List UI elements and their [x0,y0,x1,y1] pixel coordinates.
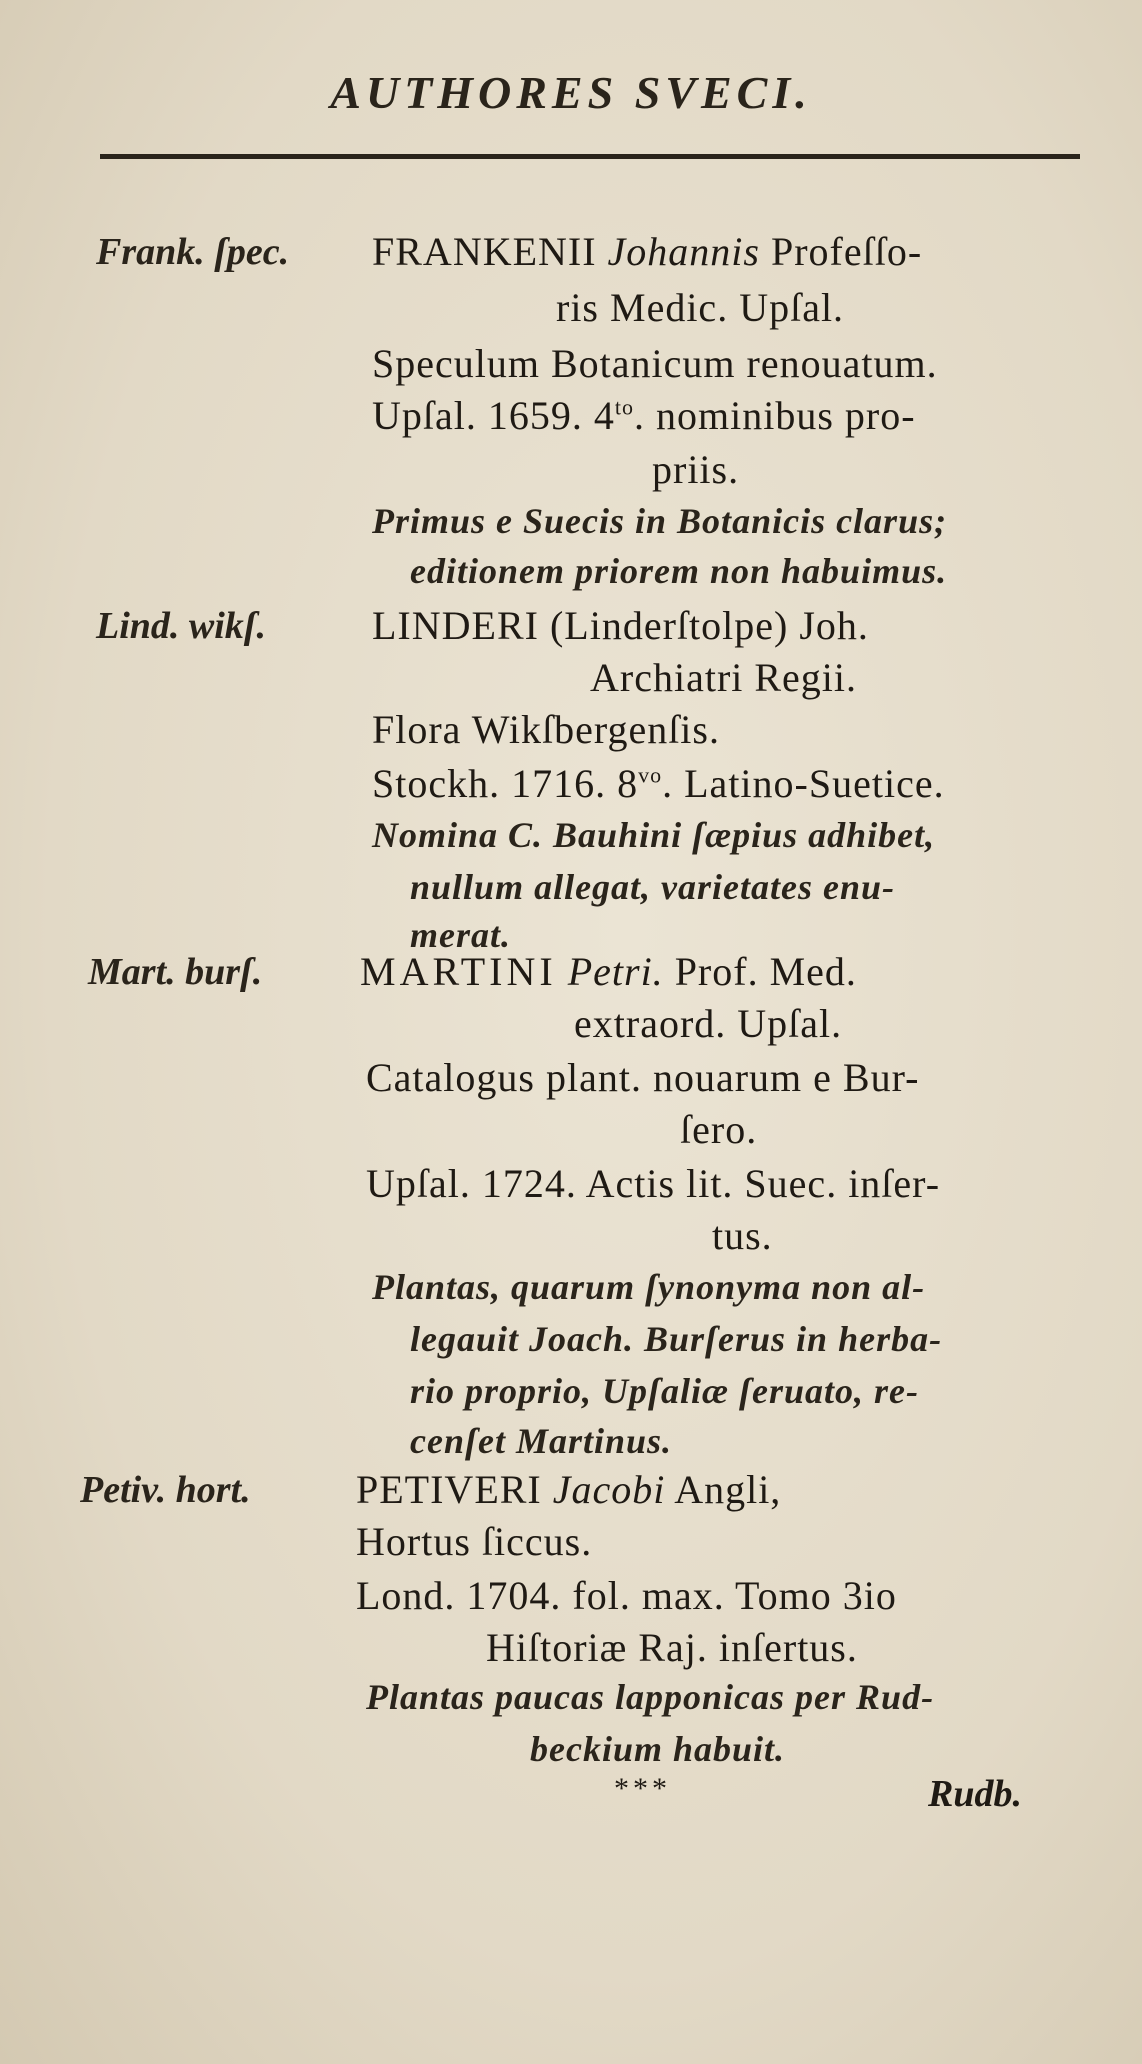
author-title: Prof. Med. [674,949,857,994]
entry-abbreviation: Mart. burſ. [88,951,263,993]
author-name: FRANKENII [372,229,597,274]
work-title: Flora Wikſbergenſis. [372,707,720,752]
section-ornament: *** [614,1772,671,1805]
imprint: Upſal. 1724. Actis lit. Suec. inſer- [366,1161,941,1206]
imprint: Lond. 1704. fol. max. Tomo 3io [356,1573,897,1618]
author-name: PETIVERI [356,1467,542,1512]
author-forename: Petri. [567,949,664,994]
catchword: Rudb. [928,1773,1022,1815]
imprint: Stockh. 1716. $8^{vo}$. Latino-Suetice. [372,761,945,806]
author-title: (Linderſtolpe) Joh. [549,603,869,648]
author-title-continued: extraord. Upſal. [574,1001,843,1046]
work-title-continued: ſero. [680,1107,758,1152]
work-title: Speculum Botanicum renouatum. [372,341,938,386]
annotation: legauit Joach. Burſerus in herba- [410,1319,943,1359]
annotation: rio proprio, Upſaliæ ſeruato, re- [410,1371,919,1411]
imprint-continued: Hiſtoriæ Raj. inſertus. [486,1625,858,1670]
author-title-continued: Archiatri Regii. [590,655,858,700]
author-name: MARTINI [360,949,557,994]
annotation: editionem priorem non habuimus. [410,551,948,591]
annotation: nullum allegat, varietates enu- [410,867,896,907]
author-forename: Johannis [607,229,760,274]
imprint-continued: priis. [652,447,740,492]
entry-author-line [356,1466,781,1513]
entry-abbreviation: Frank. ſpec. [96,231,290,273]
annotation: Primus e Suecis in Botanicis clarus; [372,501,948,541]
work-title: Catalogus plant. nouarum e Bur- [366,1055,920,1100]
work-title: Hortus ſiccus. [356,1519,593,1564]
entry-abbreviation: Petiv. hort. [80,1469,251,1511]
author-title: Profeſſo- [770,229,923,274]
imprint-continued: tus. [712,1213,773,1258]
author-forename: Jacobi [552,1467,666,1512]
entry-author-line [360,948,857,995]
author-name: LINDERI [372,603,539,648]
entry-author-line [372,602,869,649]
author-title-continued: ris Medic. Upſal. [556,285,845,330]
running-head: AUTHORES SVECI. [330,67,812,118]
entry-abbreviation: Lind. wikſ. [96,605,266,647]
annotation: Nomina C. Bauhini ſæpius adhibet, [372,815,936,855]
annotation: Plantas, quarum ſynonyma non al- [372,1267,926,1307]
entry-author-line [372,228,922,275]
imprint: Upſal. 1659. $4^{to}$. nominibus pro- [372,393,916,438]
annotation: beckium habuit. [530,1729,786,1769]
head-rule [100,152,1080,162]
annotation: merat. [410,915,511,955]
author-title: Angli, [674,1467,782,1512]
annotation: cenſet Martinus. [410,1421,673,1461]
annotation: Plantas paucas lapponicas per Rud- [366,1677,935,1717]
